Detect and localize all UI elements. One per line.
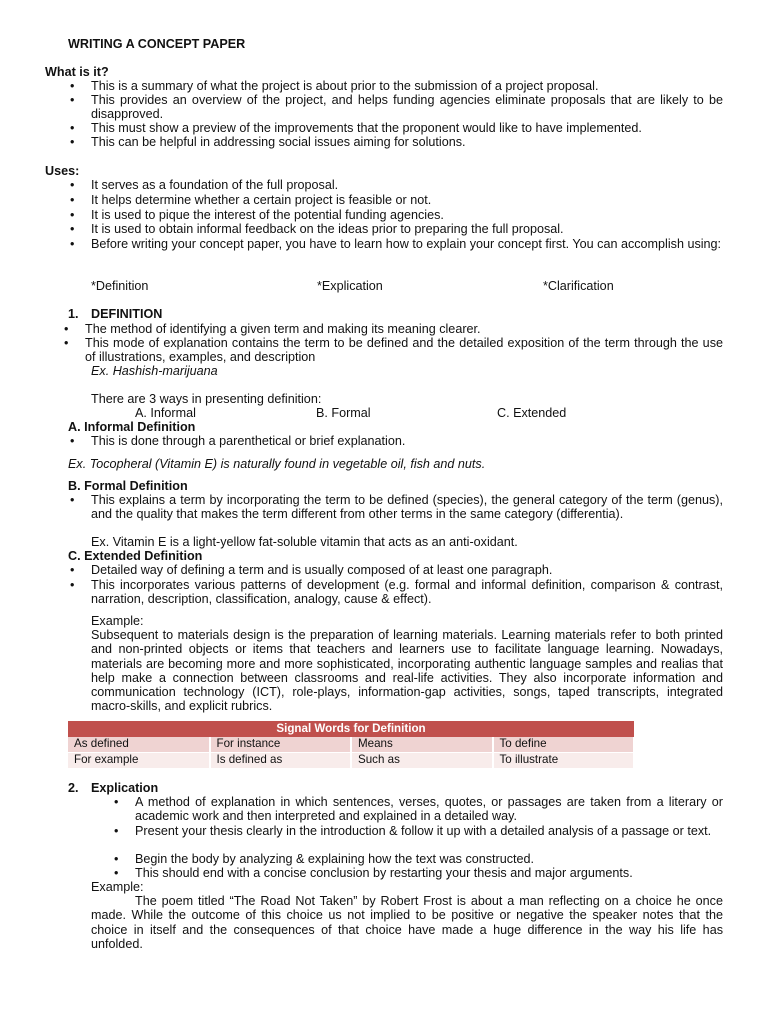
example-paragraph: The poem titled “The Road Not Taken” by Robert Frost is about a man reflecting on a choice he once made. While the outcome of this choice us not implied to be positive or negative the speaker notes that the choice in itself and the consequences of that choice have made a huge difference in the way his life has unfolded. bbox=[91, 894, 723, 951]
table-title: Signal Words for Definition bbox=[68, 721, 634, 737]
list-item: • This is done through a parenthetical or brief explanation. bbox=[91, 434, 723, 448]
way-informal: A. Informal bbox=[135, 406, 196, 420]
list-item: • This provides an overview of the project, and helps funding agencies eliminate proposals that are likely to be disapproved. bbox=[91, 93, 723, 122]
table-cell: For instance bbox=[210, 737, 352, 753]
ways-intro: There are 3 ways in presenting definition: bbox=[91, 392, 322, 406]
table-row bbox=[68, 737, 634, 753]
list-item: • Present your thesis clearly in the introduction & follow it up with a detailed analysis of a passage or text. bbox=[135, 824, 723, 838]
list-item: • The method of identifying a given term and making its meaning clearer. bbox=[85, 322, 723, 336]
list-item: • This mode of explanation contains the term to be defined and the detailed exposition of the term through the use of illustrations, examples, and description bbox=[85, 336, 723, 365]
table-cell: To define bbox=[493, 737, 635, 753]
way-formal: B. Formal bbox=[316, 406, 371, 420]
list-item: • Detailed way of defining a term and is usually composed of at least one paragraph. bbox=[91, 563, 723, 577]
option-definition: *Definition bbox=[91, 279, 149, 293]
section-number: 2. bbox=[68, 781, 79, 795]
list-item: • It is used to obtain informal feedback on the ideas prior to preparing the full proposal. bbox=[91, 222, 723, 236]
section-heading: DEFINITION bbox=[91, 307, 163, 321]
list-item: • It helps determine whether a certain project is feasible or not. bbox=[91, 193, 723, 207]
option-explication: *Explication bbox=[317, 279, 383, 293]
subsection-heading: A. Informal Definition bbox=[68, 420, 196, 434]
example-paragraph: Subsequent to materials design is the preparation of learning materials. Learning materials refer to both printed and non-printed objects or items that teachers and learners use to facilitate language learning. Nowadays, materials are becoming more and more sophisticated, incorporating authentic language samples and realias that help make a connection between classrooms and real-life activities. They also incorporate information and communication technology (ICT), role-plays, information-gap activities, songs, taped transcripts, integrated macro-skills, and explicit rubrics. bbox=[91, 628, 723, 714]
section-heading: Explication bbox=[91, 781, 159, 795]
table-cell: Means bbox=[351, 737, 493, 753]
way-extended: C. Extended bbox=[497, 406, 567, 420]
list-item: • A method of explanation in which sentences, verses, quotes, or passages are taken from a literary or academic work and then interpreted and explained in a detailed way. bbox=[135, 795, 723, 824]
table-cell: To illustrate bbox=[493, 753, 635, 769]
list-item: • It serves as a foundation of the full proposal. bbox=[91, 178, 723, 192]
subsection-heading: B. Formal Definition bbox=[68, 479, 188, 493]
list-item: • This is a summary of what the project is about prior to the submission of a project proposal. bbox=[91, 79, 723, 93]
list-item: • Before writing your concept paper, you have to learn how to explain your concept first. You can accomplish using: bbox=[91, 237, 723, 251]
list-item: • It is used to pique the interest of the potential funding agencies. bbox=[91, 208, 723, 222]
signal-words-table bbox=[68, 721, 635, 769]
table-cell: For example bbox=[68, 753, 210, 769]
what-heading: What is it? bbox=[45, 65, 109, 79]
table-row bbox=[68, 753, 634, 769]
subsection-heading: C. Extended Definition bbox=[68, 549, 203, 563]
list-item: • This incorporates various patterns of development (e.g. formal and informal definition, comparison & contrast, narration, description, classification, analogy, cause & effect). bbox=[91, 578, 723, 607]
example-label: Example: bbox=[91, 614, 144, 628]
option-clarification: *Clarification bbox=[543, 279, 614, 293]
page-title: WRITING A CONCEPT PAPER bbox=[68, 37, 246, 51]
list-item: • This should end with a concise conclusion by restarting your thesis and major arguments. bbox=[135, 866, 723, 880]
table-cell: As defined bbox=[68, 737, 210, 753]
table-cell: Is defined as bbox=[210, 753, 352, 769]
example-label: Example: bbox=[91, 880, 144, 894]
list-item: • This explains a term by incorporating the term to be defined (species), the general category of the term (genus), and the quality that makes the term different from other terms in the same category (differentia). bbox=[91, 493, 723, 522]
example-text: Ex. Tocopheral (Vitamin E) is naturally found in vegetable oil, fish and nuts. bbox=[68, 457, 486, 471]
table-cell: Such as bbox=[351, 753, 493, 769]
example-text: Ex. Hashish-marijuana bbox=[91, 364, 218, 378]
list-item: • Begin the body by analyzing & explaining how the text was constructed. bbox=[135, 852, 723, 866]
list-item: • This must show a preview of the improvements that the proponent would like to have implemented. bbox=[91, 121, 723, 135]
section-number: 1. bbox=[68, 307, 79, 321]
list-item: • This can be helpful in addressing social issues aiming for solutions. bbox=[91, 135, 723, 149]
uses-heading: Uses: bbox=[45, 164, 80, 178]
example-text: Ex. Vitamin E is a light-yellow fat-soluble vitamin that acts as an anti-oxidant. bbox=[91, 535, 518, 549]
